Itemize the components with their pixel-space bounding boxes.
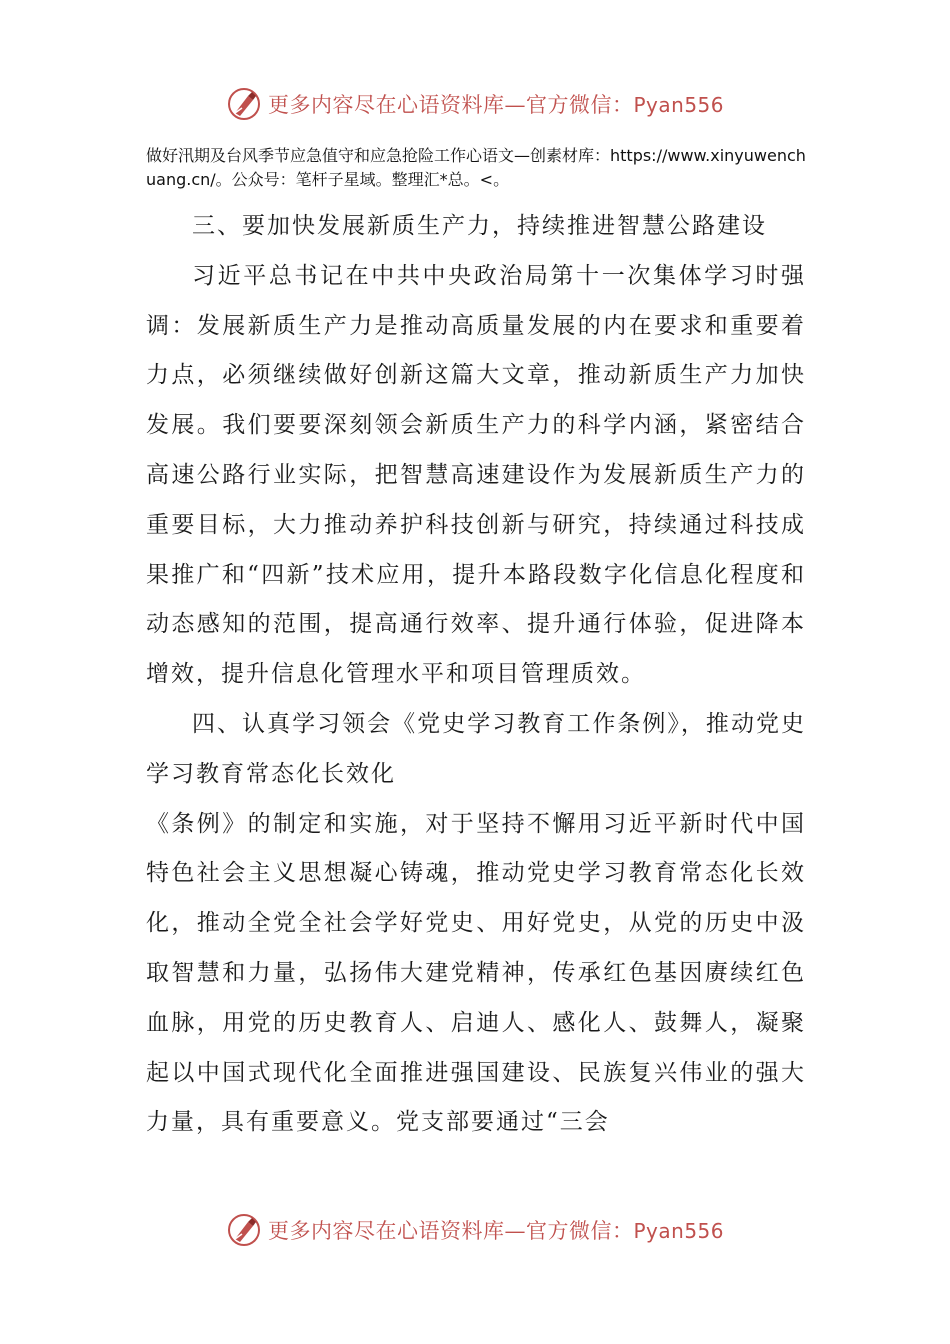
body-paragraph: 《条例》的制定和实施，对于坚持不懈用习近平新时代中国特色社会主义思想凝心铸魂，推动党史学习教育常态化长效化，推动全党全社会学好党史、用好党史，从党的历史中汲取智慧和力量，弘扬伟大建党精神，传承红色基因赓续红色血脉，用党的历史教育人、启迪人、感化人、鼓舞人，凝聚起以中国式现代化全面推进强国建设、民族复兴伟业的强大力量，具有重要意义。党支部要通过“三会	[146, 810, 806, 1136]
document-body	[146, 202, 806, 1148]
header-banner	[0, 84, 950, 124]
pen-nib-logo-icon	[226, 86, 262, 122]
header-note: 做好汛期及台风季节应急值守和应急抢险工作心语文—创素材库：https://www.xinyuwenchuang.cn/。公众号：笔杆子星域。整理汇*总。<。	[146, 146, 806, 189]
banner-text: 更多内容尽在心语资料库—官方微信：Pyan556	[267, 93, 724, 117]
footer-banner	[0, 1210, 950, 1250]
section-heading-four: 四、认真学习领会《党史学习教育工作条例》，推动党史学习教育常态化长效化	[146, 710, 806, 787]
pen-nib-logo-icon	[226, 1212, 262, 1248]
section-heading-three: 三、要加快发展新质生产力，持续推进智慧公路建设	[192, 213, 767, 239]
body-paragraph: 习近平总书记在中共中央政治局第十一次集体学习时强调：发展新质生产力是推动高质量发展的内在要求和重要着力点，必须继续做好创新这篇大文章，推动新质生产力加快发展。我们要要深刻领会新质生产力的科学内涵，紧密结合高速公路行业实际，把智慧高速建设作为发展新质生产力的重要目标，大力推动养护科技创新与研究，持续通过科技成果推广和“四新”技术应用，提升本路段数字化信息化程度和动态感知的范围，提高通行效率、提升通行体验，促进降本增效，提升信息化管理水平和项目管理质效。	[146, 262, 806, 688]
banner-text: 更多内容尽在心语资料库—官方微信：Pyan556	[267, 1219, 724, 1243]
